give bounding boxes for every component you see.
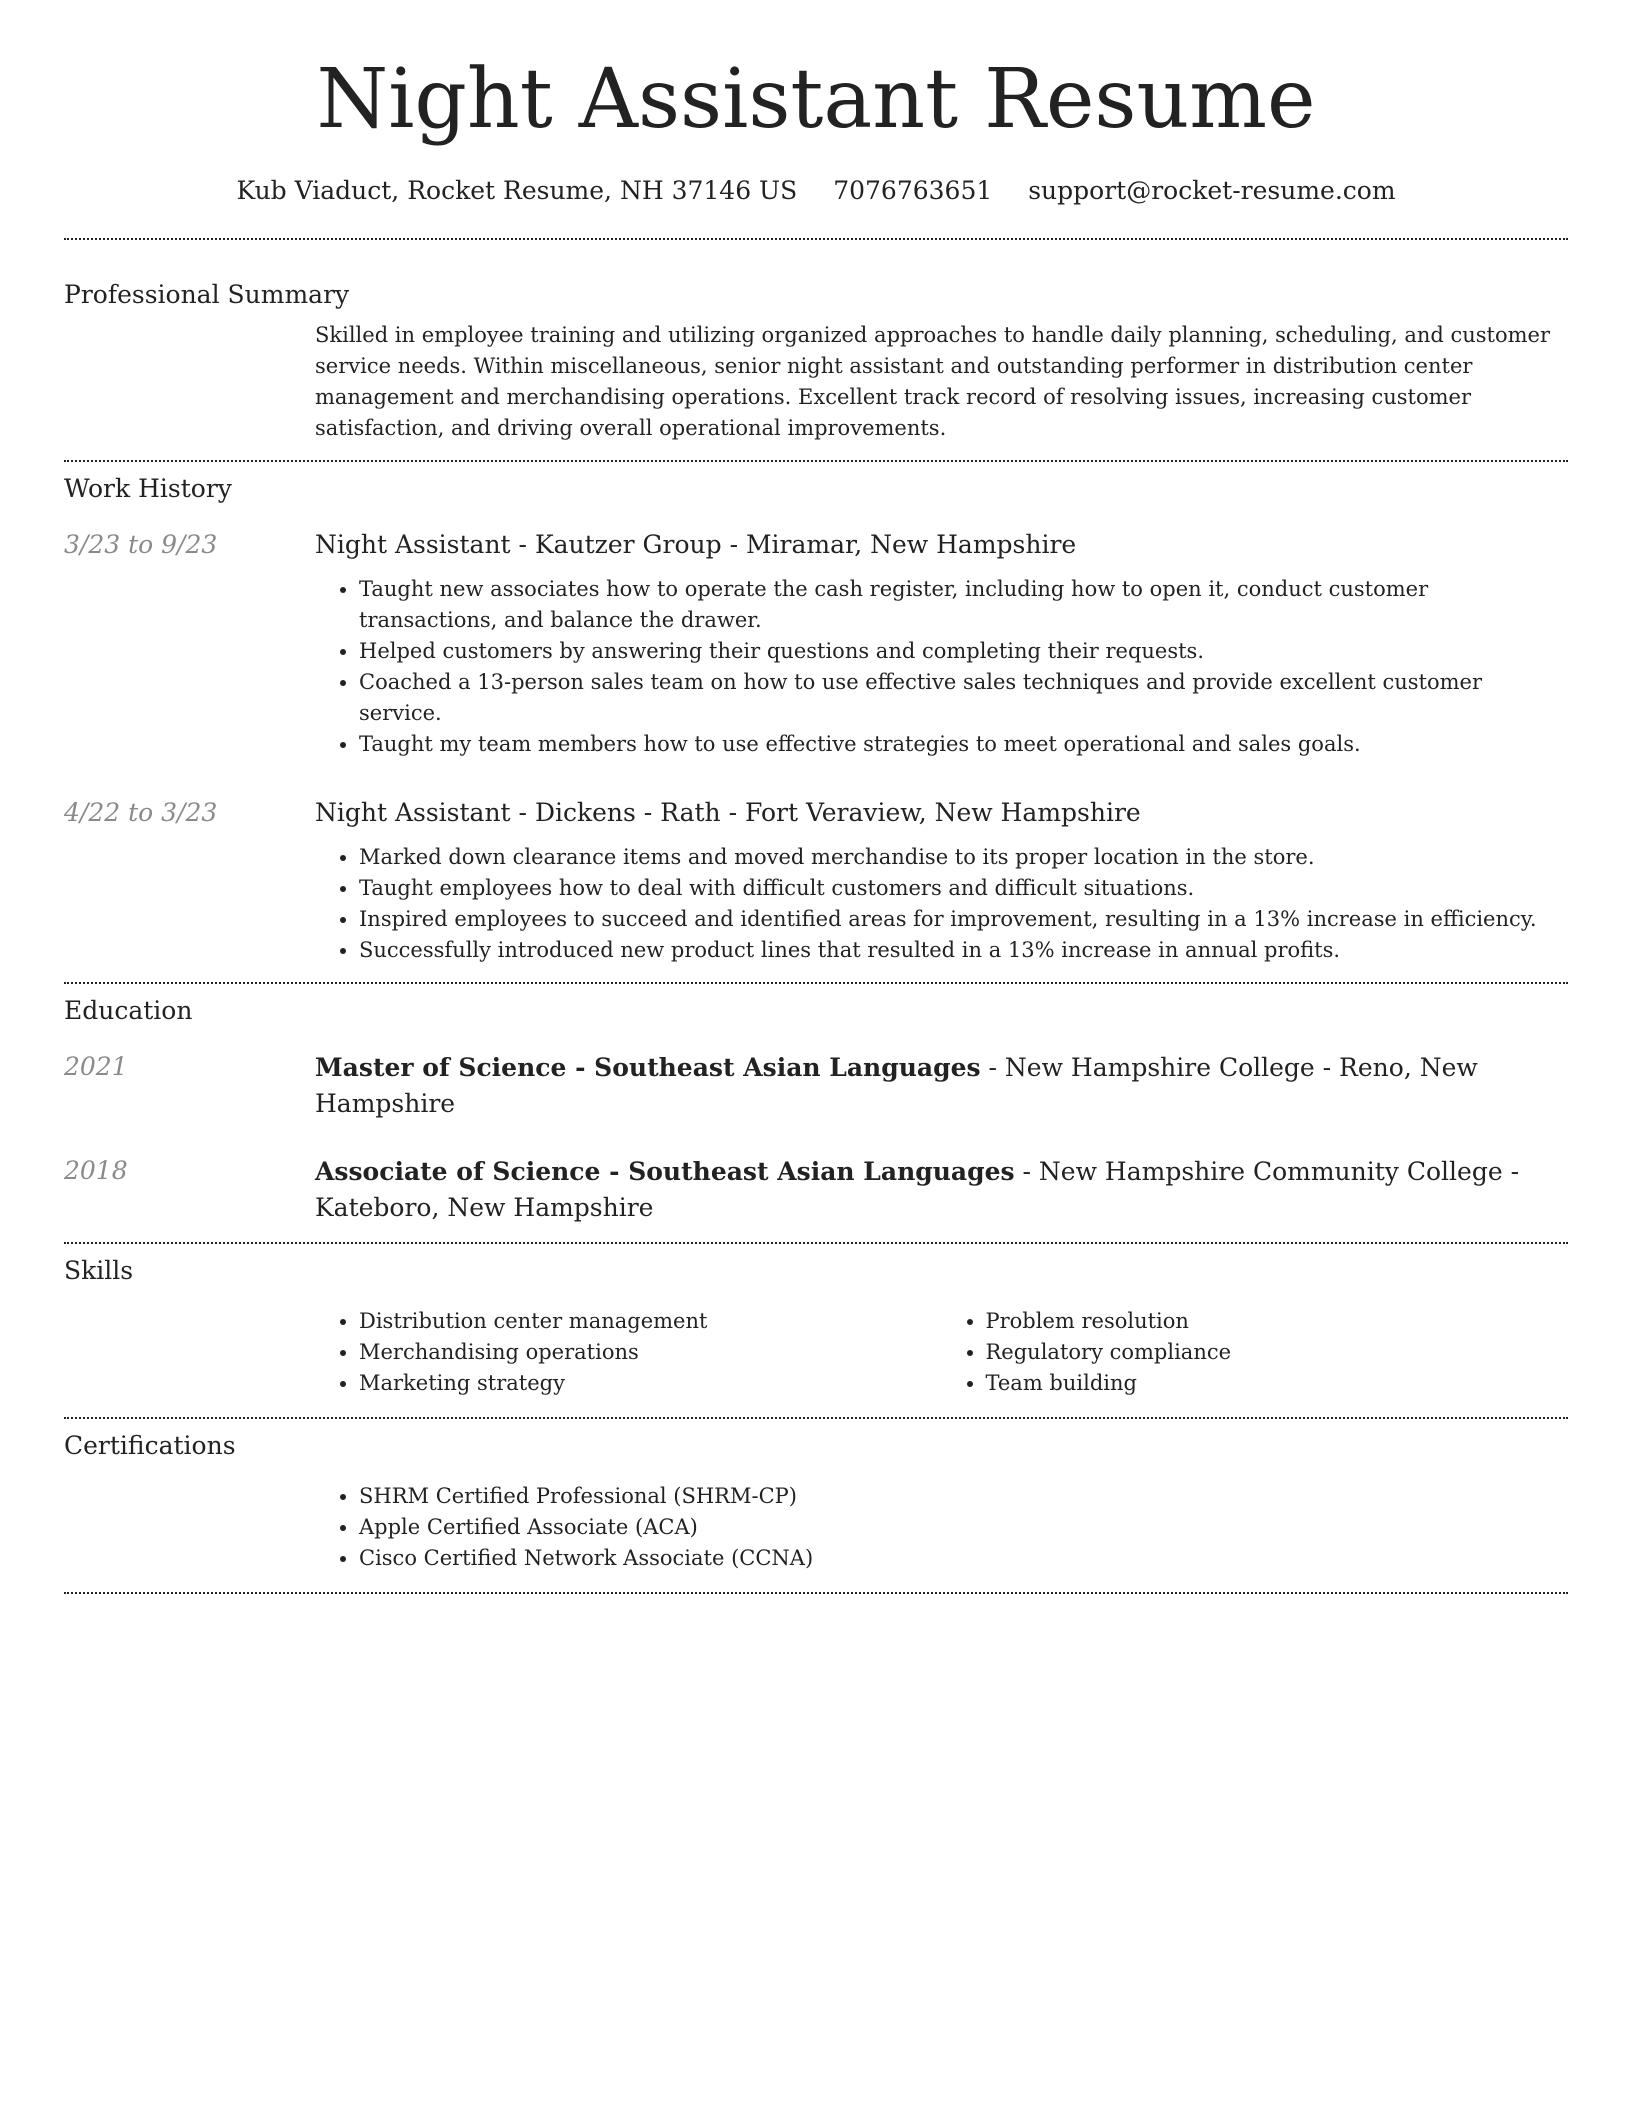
contact-line [64,174,1568,208]
job-dates: 3/23 to 9/23 [64,530,218,559]
skills-list-right [942,1306,1569,1399]
list-item: • Coached a 13-person sales team on how to use effective sales techniques and provide excellent customer service. [359,667,1568,729]
job-bullets [315,574,1568,760]
education-entry [64,1050,1568,1122]
certifications-section [64,1419,1568,1574]
summary-heading: Professional Summary [64,280,350,309]
education-degree: Master of Science - Southeast Asian Languages [315,1053,981,1082]
list-item: • Taught my team members how to use effective strategies to meet operational and sales goals. [359,729,1568,760]
contact-email: support@rocket-resume.com [1028,176,1396,205]
summary-section [64,240,1568,444]
education-section [64,984,1568,1226]
list-item: • Inspired employees to succeed and identified areas for improvement, resulting in a 13% increase in efficiency. [359,904,1568,935]
contact-address: Kub Viaduct, Rocket Resume, NH 37146 US [236,176,798,205]
job-bullets [315,842,1568,966]
resume-title: Night Assistant Resume [316,52,1316,147]
job-heading: Night Assistant - Dickens - Rath - Fort Veraview, New Hampshire [315,798,1141,827]
education-school: - New Hampshire Community College - Kateboro, New Hampshire [315,1157,1520,1222]
list-item: • Marketing strategy [359,1368,942,1399]
education-year: 2018 [64,1156,128,1185]
skills-section [64,1244,1568,1399]
resume-header [64,0,1568,208]
education-school: - New Hampshire College - Reno, New Hampshire [315,1053,1478,1118]
job-dates: 4/22 to 3/23 [64,798,218,827]
certifications-heading: Certifications [64,1431,236,1460]
list-item: • Taught new associates how to operate the cash register, including how to open it, conduct customer transactions, and balance the drawer. [359,574,1568,636]
list-item: • Helped customers by answering their questions and completing their requests. [359,636,1568,667]
skills-heading: Skills [64,1256,134,1285]
education-year: 2021 [64,1052,128,1081]
list-item: • Merchandising operations [359,1337,942,1368]
list-item: • Team building [986,1368,1569,1399]
education-heading: Education [64,996,193,1025]
work-heading: Work History [64,474,232,503]
list-item: • Apple Certified Associate (ACA) [359,1512,1568,1543]
list-item: • Cisco Certified Network Associate (CCNA) [359,1543,1568,1574]
divider [64,1592,1568,1594]
summary-text: Skilled in employee training and utilizing organized approaches to handle daily planning, scheduling, and customer service needs. Within miscellaneous, senior night assistant and outstanding performer in distribution center management and merchandising operations. Excellent track record of resolving issues, increasing customer satisfaction, and driving overall operational improvements. [315,323,1551,440]
list-item: • Successfully introduced new product lines that resulted in a 13% increase in annual profits. [359,935,1568,966]
skills-list-left [315,1306,942,1399]
contact-phone: 7076763651 [833,176,993,205]
work-section [64,462,1568,966]
education-degree: Associate of Science - Southeast Asian Languages [315,1157,1015,1186]
list-item: • Taught employees how to deal with difficult customers and difficult situations. [359,873,1568,904]
list-item: • Problem resolution [986,1306,1569,1337]
education-entry [64,1154,1568,1226]
list-item: • Distribution center management [359,1306,942,1337]
job-entry [64,796,1568,966]
job-heading: Night Assistant - Kautzer Group - Miramar, New Hampshire [315,530,1077,559]
list-item: • SHRM Certified Professional (SHRM-CP) [359,1481,1568,1512]
job-entry [64,528,1568,760]
list-item: • Regulatory compliance [986,1337,1569,1368]
list-item: • Marked down clearance items and moved merchandise to its proper location in the store. [359,842,1568,873]
certifications-list [315,1481,1568,1574]
